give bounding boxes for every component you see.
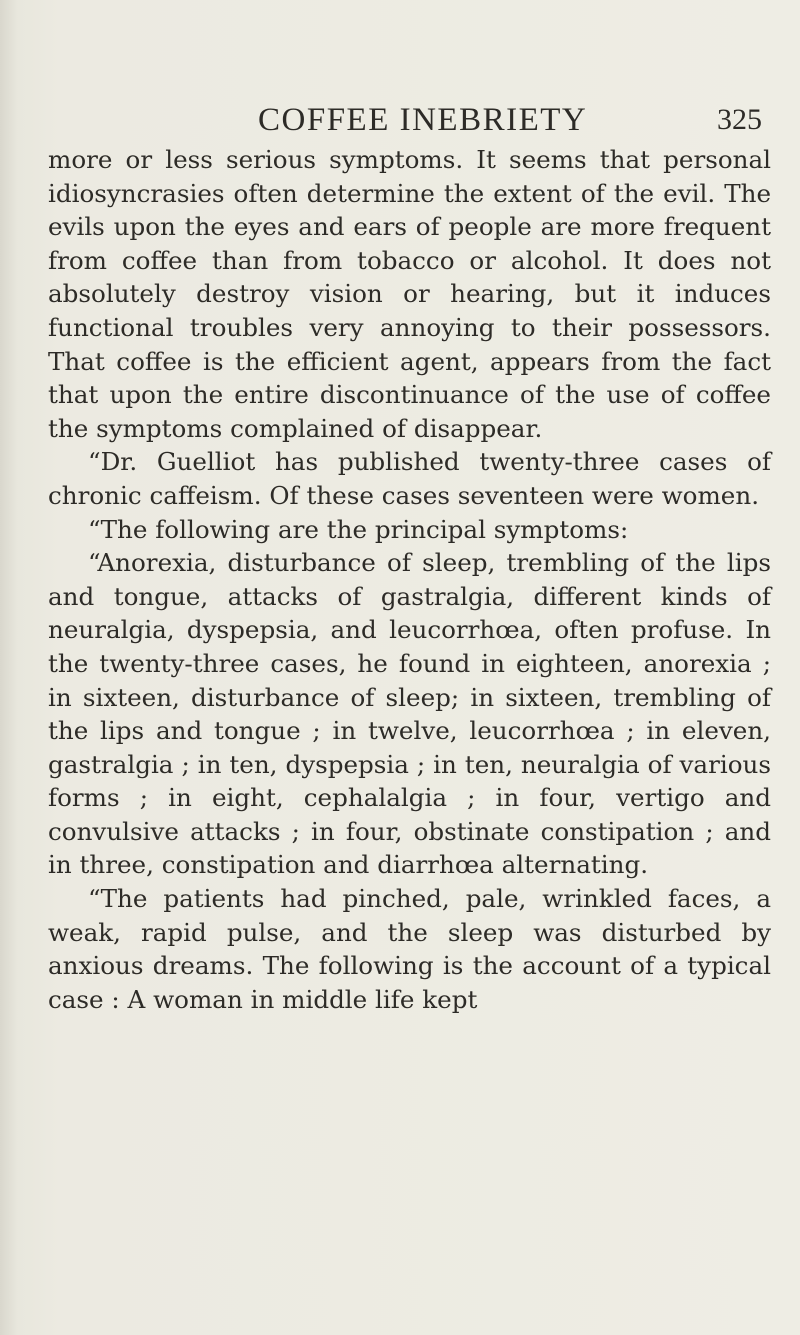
running-head [50,100,770,140]
paragraph-continuation: more or less serious symptoms. It seems that personal idiosyncrasies often determine the extent of the evil. The evils upon the eyes and ears of people are more frequent from coffee than from tobacco or alcohol. It does not absolutely destroy vision or hearing, but it induces functional troubles very annoying to their possessors. That coffee is the efficient agent, appears from the fact that upon the entire discontinuance of the use of coffee the symptoms complained of disappear. [48,145,771,443]
paragraph-principal-symptoms: “The following are the principal symptoms: [88,514,629,544]
paragraph-guelliot-cases: “Dr. Guelliot has published twenty-three cases of chronic caffeism. Of these cases seventeen were women. [48,447,771,510]
body-text [48,143,771,1016]
paragraph-symptom-list: “Anorexia, disturbance of sleep, trembling of the lips and tongue, attacks of gastralgia, different kinds of neuralgia, dyspepsia, and leucorrhœa, often profuse. In the twenty-three cases, he found in eighteen, anorexia ; in sixteen, disturbance of sleep; in sixteen, trembling of the lips and tongue ; in twelve, leucorrhœa ; in eleven, gastralgia ; in ten, dyspepsia ; in ten, neuralgia of various forms ; in eight, cephalalgia ; in four, vertigo and convulsive attacks ; in four, obstinate constipation ; and in three, constipation and diarrhœa alternating. [48,548,771,880]
page-number: 325 [717,103,762,136]
paragraph-patients: “The patients had pinched, pale, wrinkled faces, a weak, rapid pulse, and the sleep was disturbed by anxious dreams. The following is the account of a typical case : A woman in middle life kept [48,884,771,1014]
running-title: COFFEE INEBRIETY [258,102,588,138]
